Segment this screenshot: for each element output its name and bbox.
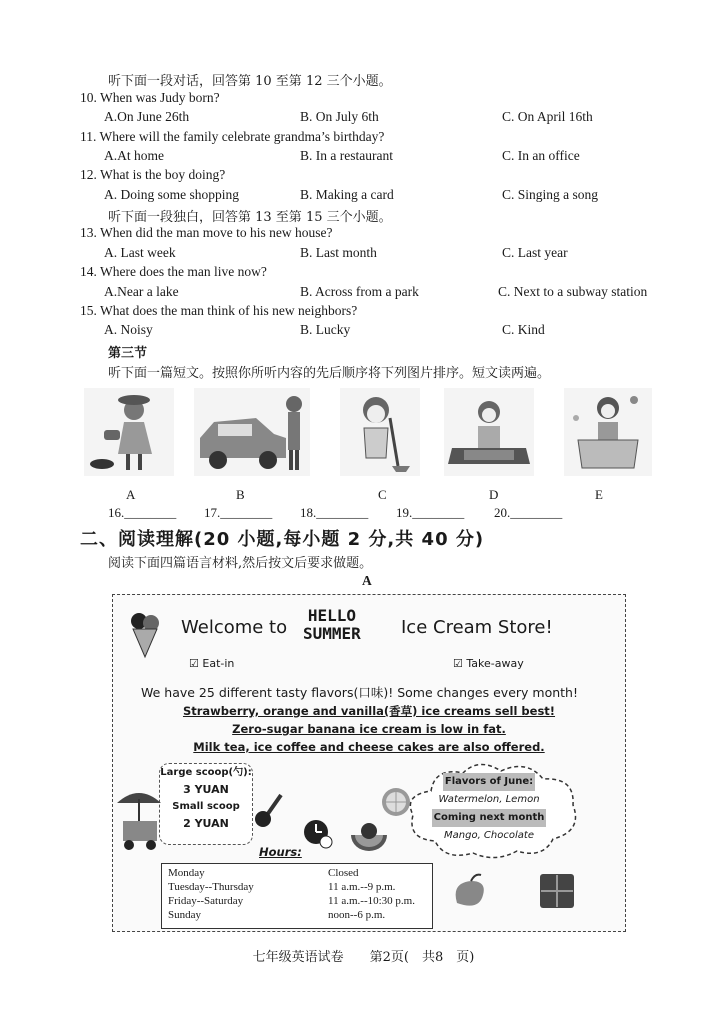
mango-icon xyxy=(449,873,489,918)
picture-label-d: D xyxy=(489,487,499,502)
watermelon-icon xyxy=(349,821,389,858)
option-11b: B. In a restaurant xyxy=(300,148,393,163)
hello-summer-logo xyxy=(303,607,361,643)
picture-label-e: E xyxy=(595,487,603,502)
clock-icon xyxy=(303,819,333,854)
answer-blank-19[interactable]: 19.________ xyxy=(396,505,465,520)
option-13b: B. Last month xyxy=(300,245,377,260)
picture-a-watering-plants xyxy=(84,388,174,476)
option-15b: B. Lucky xyxy=(300,322,351,337)
large-scoop-price: 3 YUAN xyxy=(183,783,229,796)
ice-cream-cone-icon xyxy=(125,609,165,664)
table-row xyxy=(162,880,419,894)
option-14c: C. Next to a subway station xyxy=(498,284,648,299)
price-tag xyxy=(159,763,253,845)
option-10b: B. On July 6th xyxy=(300,109,379,124)
option-14b: B. Across from a park xyxy=(300,284,419,299)
section3-title: 第三节 xyxy=(108,346,148,361)
welcome-text: Welcome to xyxy=(181,617,288,638)
section3-instruction: 听下面一篇短文。按照你所听内容的先后顺序将下列图片排序。短文读两遍。 xyxy=(108,366,551,381)
question-11: 11. Where will the family celebrate grandma’s birthday? xyxy=(80,129,385,144)
option-11a: A.At home xyxy=(104,148,164,163)
option-12a: A. Doing some shopping xyxy=(104,187,239,202)
option-13a: A. Last week xyxy=(104,245,176,260)
eat-in-option xyxy=(189,657,234,670)
option-10a: A.On June 26th xyxy=(104,109,190,124)
checkbox-checked-icon: ☑ xyxy=(189,657,199,670)
table-row xyxy=(162,866,419,880)
picture-b-washing-car xyxy=(194,388,310,476)
store-name: Ice Cream Store! xyxy=(401,617,553,638)
flavors-cloud-text xyxy=(429,773,549,845)
hours-day: Sunday xyxy=(168,909,201,921)
scoop-icon xyxy=(253,791,287,834)
hours-time: Closed xyxy=(328,867,359,879)
hours-time: noon--6 p.m. xyxy=(328,909,386,921)
hours-title: Hours: xyxy=(259,845,302,859)
zero-sugar-line: Zero-sugar banana ice cream is low in fat. xyxy=(232,722,506,736)
table-row xyxy=(162,908,419,922)
hours-table xyxy=(162,866,419,922)
hours-day: Monday xyxy=(168,867,205,879)
best-sellers-line: Strawberry, orange and vanilla(香草) ice creams sell best! xyxy=(182,704,556,718)
table-row xyxy=(162,894,419,908)
option-13c: C. Last year xyxy=(502,245,568,260)
flavors-june-title: Flavors of June: xyxy=(443,773,535,791)
ice-cream-ad xyxy=(112,594,626,932)
option-15a: A. Noisy xyxy=(104,322,153,337)
answer-blank-18[interactable]: 18.________ xyxy=(300,505,369,520)
option-15c: C. Kind xyxy=(502,322,545,337)
question-13: 13. When did the man move to his new house? xyxy=(80,225,333,240)
picture-d-cooking xyxy=(444,388,534,476)
hours-time: 11 a.m.--9 p.m. xyxy=(328,881,396,893)
answer-blank-20[interactable]: 20.________ xyxy=(494,505,563,520)
answer-blank-17[interactable]: 17.________ xyxy=(204,505,273,520)
hello-text: HELLO xyxy=(307,606,356,625)
question-15: 15. What does the man think of his new neighbors? xyxy=(80,303,358,318)
picture-label-c: C xyxy=(378,487,387,502)
ice-cream-cart-icon xyxy=(115,785,165,856)
flavors-statement: We have 25 different tasty flavors(口味)! Some changes every month! xyxy=(141,685,578,700)
take-away-option xyxy=(453,657,524,670)
option-10c: C. On April 16th xyxy=(502,109,593,124)
coming-next-month-list: Mango, Chocolate xyxy=(444,830,534,841)
passage-label: A xyxy=(362,573,372,588)
coming-next-month-title: Coming next month xyxy=(432,809,547,827)
question-10: 10. When was Judy born? xyxy=(80,90,220,105)
reading-heading: 二、阅读理解(20 小题,每小题 2 分,共 40 分) xyxy=(80,529,485,550)
dialog-intro: 听下面一段对话，回答第 10 至第 12 三个小题。 xyxy=(108,74,392,89)
checkbox-checked-icon: ☑ xyxy=(453,657,463,670)
picture-e-tidying-box xyxy=(564,388,652,476)
picture-label-b: B xyxy=(236,487,245,502)
chocolate-icon xyxy=(539,873,575,914)
eat-in-label: Eat-in xyxy=(202,657,235,670)
monologue-intro: 听下面一段独白，回答第 13 至第 15 三个小题。 xyxy=(108,210,392,225)
page-footer: 七年级英语试卷 第2页( 共8 页) xyxy=(252,950,475,965)
summer-text: SUMMER xyxy=(303,624,361,643)
small-scoop-price: 2 YUAN xyxy=(183,817,229,830)
hours-day: Tuesday--Thursday xyxy=(168,881,254,893)
picture-c-sweeping xyxy=(340,388,420,476)
question-12: 12. What is the boy doing? xyxy=(80,167,226,182)
option-12b: B. Making a card xyxy=(300,187,394,202)
take-away-label: Take-away xyxy=(466,657,524,670)
flavors-june-list: Watermelon, Lemon xyxy=(438,794,540,805)
small-scoop-label: Small scoop xyxy=(172,801,240,812)
answer-blank-16[interactable]: 16.________ xyxy=(108,505,177,520)
hours-day: Friday--Saturday xyxy=(168,895,244,907)
hours-table-box xyxy=(161,863,433,929)
large-scoop-label: Large scoop(勺): xyxy=(160,767,252,778)
option-14a: A.Near a lake xyxy=(104,284,179,299)
option-12c: C. Singing a song xyxy=(502,187,599,202)
picture-label-a: A xyxy=(126,487,136,502)
reading-instruction: 阅读下面四篇语言材料,然后按文后要求做题。 xyxy=(108,556,373,571)
question-14: 14. Where does the man live now? xyxy=(80,264,267,279)
hours-time: 11 a.m.--10:30 p.m. xyxy=(328,895,415,907)
also-offered-line: Milk tea, ice coffee and cheese cakes are also offered. xyxy=(193,740,545,754)
option-11c: C. In an office xyxy=(502,148,580,163)
